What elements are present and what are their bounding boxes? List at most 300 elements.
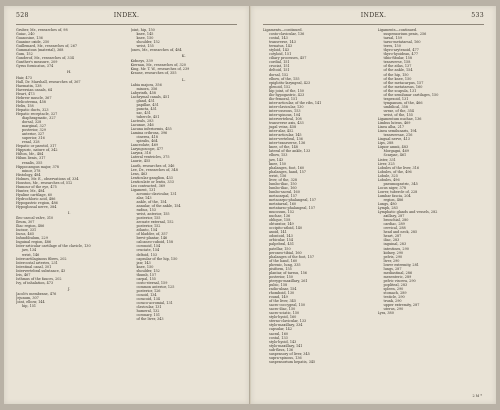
index-entry: Hydrochloric acid, 486 bbox=[16, 196, 56, 201]
section-letter-h: H. bbox=[66, 69, 72, 75]
index-entry: of the liver, 343 bbox=[136, 317, 164, 322]
left-page-header bbox=[16, 12, 237, 22]
index-entry: intervertebral, 108 bbox=[269, 117, 302, 122]
index-entry: lumbo-sacral, 160 bbox=[269, 189, 300, 194]
index-entry: Lyra, 380 bbox=[377, 311, 394, 316]
index-entry: cinerea, 418 bbox=[136, 135, 158, 140]
section-letter-j: J. bbox=[68, 285, 71, 291]
index-entry: Guanine oxide, 250 bbox=[16, 40, 50, 45]
index-entry: anterior, 327 bbox=[22, 132, 45, 137]
index-entry: shoulder, 152 bbox=[136, 40, 160, 45]
index-entry: superior, 316 bbox=[22, 136, 45, 141]
index-entry: tubercle, 451 bbox=[136, 114, 160, 119]
left-header-rule bbox=[16, 24, 237, 25]
index-entry: Helix, 158 bbox=[16, 103, 34, 108]
index-entry: liver, 290 bbox=[383, 258, 400, 263]
index-entry: alar, 143 bbox=[136, 195, 152, 200]
index-entry: Lobules, of the, 496 bbox=[377, 169, 412, 174]
index-entry: Histology, 484 bbox=[16, 172, 41, 177]
index-entry: clavicular, 131 bbox=[136, 305, 162, 310]
catchword: 2 M * bbox=[472, 394, 482, 398]
index-entry: round, 149 bbox=[269, 295, 288, 300]
index-entry: knee, of the, 148 bbox=[269, 145, 298, 150]
index-entry: radius, 153 bbox=[136, 208, 156, 213]
index-entry: coraco-acromial, 131 bbox=[136, 301, 173, 306]
index-entry: Inter-articular cartilage of the clavicle, 130 bbox=[16, 244, 91, 249]
index-entry: Ligaments—continued. bbox=[263, 28, 303, 32]
index-entry: Laurie, 455 bbox=[130, 159, 151, 164]
index-entry: Lamina cribrosa, 396 bbox=[130, 131, 168, 136]
index-entry: papillae, 451 bbox=[136, 102, 159, 107]
index-entry: jaw, 143 bbox=[136, 260, 151, 265]
index-entry: posterior, 152 bbox=[136, 224, 161, 229]
index-entry: atlanto, 154 bbox=[136, 228, 158, 233]
index-entry: Lips, 288 bbox=[377, 141, 394, 146]
index-entry: inter-osseous, 153 bbox=[269, 108, 301, 113]
index-entry: iliac, 283 bbox=[383, 238, 400, 243]
index-entry: jaw, 134 bbox=[22, 248, 37, 253]
index-entry: Hebrew muscle, 367 bbox=[16, 95, 52, 100]
index-entry: region, 486 bbox=[383, 197, 404, 202]
index-entry: of the scapula, 131 bbox=[383, 88, 417, 93]
index-entry: upper extremity, 287 bbox=[383, 303, 420, 308]
book-spread bbox=[4, 6, 496, 404]
index-entry: nuchae, 136 bbox=[269, 214, 291, 219]
index-entry: hip joint, of the, 150 bbox=[269, 88, 304, 93]
left-page-number: 528 bbox=[16, 12, 29, 19]
index-entry: inter-transverse, 136 bbox=[269, 141, 306, 146]
index-entry: costal, 143 bbox=[269, 36, 288, 41]
index-entry: Liver, 325 bbox=[377, 161, 395, 166]
section-letter-i: I. bbox=[67, 210, 71, 216]
index-entry: Gum, 152 bbox=[16, 52, 33, 57]
index-entry: Isthmus of the fauces, 202 bbox=[16, 276, 62, 281]
index-entry: knee, 145 bbox=[136, 32, 154, 37]
index-entry-list bbox=[131, 83, 238, 322]
index-entry: Leo contracted, 369 bbox=[130, 183, 166, 188]
index-entry: uterus, 290 bbox=[383, 307, 404, 312]
index-entry: Liquor amnii, 483 bbox=[377, 145, 409, 150]
index-entry: Lumbar fascia, 204 bbox=[377, 193, 411, 198]
index-entry: Jones, Mr., researches of, 484 bbox=[130, 48, 182, 53]
index-entry: jugal veins, 458 bbox=[269, 125, 297, 130]
index-entry: occipito-atloid, 140 bbox=[269, 226, 303, 231]
index-entry: bronchial, 280 bbox=[383, 218, 409, 223]
index-entry: popliteal, 283 bbox=[383, 282, 408, 287]
index-entry: ilio-femoral, 151 bbox=[269, 96, 298, 101]
index-entry: Intervertebral substance, 43 bbox=[16, 268, 66, 273]
index-entry-list bbox=[263, 28, 370, 364]
index-entry: intestines, 290 bbox=[383, 246, 409, 251]
index-entry: axillary, 287 bbox=[383, 214, 405, 219]
index-entry: posterior, 126 bbox=[136, 288, 161, 293]
index-entry: palpebral, 451 bbox=[269, 242, 294, 247]
index-entry: Haversian canals, 64 bbox=[16, 87, 53, 92]
index-entry: elbow, 153 bbox=[269, 153, 288, 158]
index-entry: knee, 150 bbox=[136, 36, 154, 41]
index-entry: Laryngoscope, 477 bbox=[130, 147, 164, 152]
index-entry: wrist, 156 bbox=[269, 173, 287, 178]
index-entry-list bbox=[16, 216, 123, 285]
index-entry: pelvis, 290 bbox=[383, 254, 403, 259]
index-entry: stylo-hyoid, 143 bbox=[269, 339, 297, 344]
right-column-1 bbox=[263, 28, 370, 394]
index-entry: transverse axis, 433 bbox=[269, 121, 304, 126]
index-entry: conoid, 134 bbox=[136, 293, 157, 297]
index-entry: coracoid, 134 bbox=[136, 297, 160, 302]
index-entry: inter-vertebral, 136 bbox=[269, 137, 303, 142]
index-entry: coronary, 151 bbox=[136, 313, 161, 318]
index-entry: stylo-maxillary, 141 bbox=[269, 343, 303, 348]
index-entry: axoid, 141 bbox=[269, 230, 287, 235]
index-entry: Lens, 463 bbox=[130, 171, 148, 176]
index-entry: Hippuric, nature of, 342 bbox=[16, 148, 58, 153]
index-entry: thyro-arytenoid, 477 bbox=[383, 48, 419, 53]
section-letter-k: K. bbox=[181, 53, 186, 59]
index-entry: thumb, 157 bbox=[136, 272, 157, 277]
index-entry: inter-articular, of the ribs, 141 bbox=[269, 100, 322, 105]
index-entry: humeral, 132 bbox=[136, 309, 160, 314]
index-entry: wrist, 146 bbox=[22, 252, 40, 257]
index-entry: radio-ulnar, 154 bbox=[269, 287, 297, 291]
index-entry: renal, 328 bbox=[22, 140, 40, 145]
index-entry: transverse, 143 bbox=[269, 40, 296, 45]
right-page-number: 533 bbox=[471, 12, 484, 19]
index-entry: Gunderof, Mr., researches of, 334 bbox=[16, 56, 74, 61]
index-entry: Labia majora, 356 bbox=[130, 82, 162, 87]
index-entry: Joint, elbow, 144 bbox=[16, 300, 45, 305]
index-entry: trapezoid, 131 bbox=[383, 96, 409, 101]
index-entry: of the knee, 150 bbox=[383, 76, 412, 81]
index-entry: cardiac, 289 bbox=[383, 222, 405, 227]
index-entry: Hilton, Mr., 484 bbox=[16, 152, 44, 157]
index-entry: sterno-clavicular, 133 bbox=[269, 319, 307, 324]
index-entry: Holmes, Mr. E., observations of, 334 bbox=[16, 176, 79, 181]
index-entry: minora, 356 bbox=[136, 86, 158, 91]
index-entry: dorsal, 152 bbox=[269, 72, 289, 77]
index-entry: Humour of the eye, 475 bbox=[16, 184, 57, 189]
left-index-columns bbox=[16, 28, 237, 394]
index-entry: Lenticulate or lentis, 333 bbox=[130, 179, 174, 184]
index-entry: Intercartilaginous fibres, 202 bbox=[16, 256, 67, 261]
index-entry-list bbox=[378, 28, 485, 315]
index-entry: Lacunae, 346 bbox=[130, 123, 154, 128]
index-entry: sub-flava, 136 bbox=[269, 347, 294, 352]
index-entry: kidney, 290 bbox=[383, 250, 404, 255]
index-entry: Hepatic ducts, 323 bbox=[16, 107, 49, 112]
index-entry: tarsal, 159 bbox=[383, 36, 402, 41]
index-entry: Incisor, 331 bbox=[16, 228, 37, 233]
index-entry: Incus, 465 bbox=[16, 232, 34, 237]
index-entry: Ileo-caecal valve, 310 bbox=[16, 216, 54, 221]
index-entry-list bbox=[131, 28, 238, 52]
index-entry: ciliary processes, 457 bbox=[269, 56, 307, 61]
index-entry-list bbox=[131, 59, 238, 75]
index-entry: of the hand, 160 bbox=[269, 258, 298, 263]
section-letter-l: L. bbox=[181, 76, 186, 82]
index-entry: common anterior, 125 bbox=[136, 284, 175, 289]
right-header-rule bbox=[263, 24, 484, 25]
index-entry: Gunther's measure, 209 bbox=[16, 60, 58, 65]
index-entry: Ileum, 307 bbox=[16, 220, 35, 225]
index-entry: calcaneo-cuboid, 158 bbox=[136, 240, 173, 245]
index-entry: hip, 151 bbox=[22, 304, 37, 309]
index-entry: inguinal, 283 bbox=[383, 242, 407, 247]
index-entry: cotyloid, 151 bbox=[269, 52, 292, 57]
index-entry: phalanges, hand, 157 bbox=[269, 169, 306, 174]
index-entry: Lobule, 325 bbox=[377, 173, 398, 178]
index-entry: patellar, 150 bbox=[269, 246, 291, 251]
index-entry: Lachrymal canals, 451 bbox=[130, 94, 170, 99]
index-entry: Lister, 331 bbox=[377, 157, 396, 162]
index-entry: Ligamentum nuchae, 136 bbox=[377, 117, 422, 122]
index-entry: supra-spinous, 136 bbox=[269, 355, 302, 360]
index-entry: metacarpal, 157 bbox=[269, 193, 298, 198]
index-entry: suspensorium hepatis, 345 bbox=[269, 359, 316, 364]
index-entry: King, Mr. T. W., researches of, 239 bbox=[130, 67, 190, 72]
left-running-title: INDEX. bbox=[113, 12, 140, 19]
index-entry: Jejunum, 307 bbox=[16, 296, 39, 300]
index-entry: ilio-hypogastric, 423 bbox=[269, 92, 305, 97]
index-entry: Hippocampus major, 378 bbox=[16, 164, 59, 169]
left-column-1 bbox=[16, 28, 123, 394]
index-entry: stylo-maxillary, 334 bbox=[269, 323, 303, 328]
index-entry: minor, 378 bbox=[22, 168, 41, 173]
index-entry: Lobules, 496 bbox=[377, 177, 400, 182]
index-entry: glenoid, 152 bbox=[269, 84, 291, 89]
index-entry: Linea alba, 217 bbox=[377, 125, 405, 130]
index-entry: lumbo-iliac, 150 bbox=[269, 181, 297, 186]
index-entry-list bbox=[16, 292, 123, 308]
index-entry: sacral, 160 bbox=[269, 331, 289, 336]
index-entry: Infundibulum, 229 bbox=[16, 236, 48, 241]
index-entry: tarso-metatarsal, 160 bbox=[383, 40, 421, 45]
index-entry: rhomboid, 130 bbox=[269, 291, 295, 296]
index-entry: sac, 451 bbox=[136, 110, 151, 115]
index-entry: wrist, of the, 155 bbox=[383, 112, 413, 117]
index-entry: Hepatic receptacle, 327 bbox=[16, 111, 58, 116]
index-entry: Hypoglossal nerve, 384 bbox=[16, 205, 57, 210]
index-entry: of bladder, of, 357 bbox=[136, 232, 168, 237]
index-entry: Lee, Dr., researches of, 348 bbox=[130, 167, 178, 172]
index-entry: Lobules of the liver, 316 bbox=[377, 165, 420, 170]
index-entry: metacarpo-phalangeal, 157 bbox=[269, 197, 317, 202]
index-entry: pelvic viscera, 290 bbox=[383, 278, 416, 283]
index-entry: Hepatic or parotid, 317 bbox=[16, 144, 57, 149]
index-entry: Inguinal region, 486 bbox=[16, 240, 52, 245]
index-entry: of the ankle, 154 bbox=[383, 68, 413, 73]
index-entry: Lungs, 480 bbox=[377, 202, 397, 207]
index-entry: Labyrinth, 458 bbox=[130, 90, 156, 95]
index-entry: Lingual nerve, 413 bbox=[377, 137, 410, 142]
index-entry: Guanosine, 136 bbox=[16, 36, 43, 41]
index-entry: Guiac, 240 bbox=[16, 32, 35, 37]
index-entry: mucosum, 152 bbox=[269, 210, 295, 215]
index-entry: Jacob's membrane, 476 bbox=[16, 291, 57, 296]
index-entry: Heart, 473 bbox=[16, 91, 35, 96]
index-entry: inter-clavicular, 130 bbox=[269, 104, 304, 109]
index-entry: Lateral ventricles, 375 bbox=[130, 155, 170, 160]
index-entry: of the hip, 150 bbox=[383, 72, 409, 77]
index-entry: coronoid, 154 bbox=[136, 244, 161, 249]
index-entry: of the liver, 345 bbox=[269, 299, 296, 304]
index-entry: pneumogastric, 345 bbox=[383, 181, 418, 186]
index-entry: marginal, 327 bbox=[22, 124, 47, 129]
index-entry: of the metatarsus, 160 bbox=[383, 84, 423, 89]
index-entry: peroneo-tibial, 160 bbox=[269, 250, 302, 255]
index-entry: Larynx, 316 bbox=[130, 151, 152, 156]
index-entry: Lymphatic glands and vessels, 282 bbox=[377, 210, 438, 215]
index-entry: pterygo-maxillary, 261 bbox=[269, 278, 308, 283]
index-entry: inter-articular, 145 bbox=[269, 133, 302, 138]
index-entry: Krause, researches of, 355 bbox=[130, 71, 177, 76]
right-page-header bbox=[263, 12, 484, 22]
index-entry: capsular, 142 bbox=[269, 327, 292, 332]
index-entry: transversae, 216 bbox=[383, 133, 413, 138]
index-entry: inter-spinous, 104 bbox=[269, 112, 301, 117]
index-entry: Haematin, 138 bbox=[16, 83, 42, 88]
index-entry: Lacteals, 283 bbox=[130, 118, 154, 123]
index-entry: testicle, 290 bbox=[383, 295, 405, 300]
index-entry: lateral of the ankle, 133 bbox=[269, 149, 311, 154]
index-entry: posterior, 150 bbox=[269, 274, 293, 279]
index-entry: Iris, 467 bbox=[16, 272, 31, 277]
index-entry: Limbus luteus, 469 bbox=[377, 121, 411, 126]
index-entry: Lenticular ganglion, 433 bbox=[130, 175, 173, 180]
index-entry: acromio-clavicular, 131 bbox=[136, 191, 177, 196]
index-entry: posterior, 329 bbox=[22, 128, 46, 133]
index-entry: mesenteric, 289 bbox=[383, 274, 412, 279]
index-entry: sacro-sciatic, 150 bbox=[269, 311, 300, 316]
index-entry: Lanceolate, 469 bbox=[130, 143, 159, 148]
index-entry: arcuate external, 152 bbox=[136, 220, 174, 225]
index-entry: lumbo-iliac, 160 bbox=[269, 185, 297, 190]
index-entry: carpal, 155 bbox=[136, 276, 156, 281]
index-entry: pubic, 158 bbox=[269, 282, 288, 287]
index-entry: Kidneys, 339 bbox=[130, 59, 153, 64]
index-entry: gland, 451 bbox=[136, 98, 155, 103]
index-entry: of the atlas, 137 bbox=[383, 64, 412, 69]
index-entry: lungs, 287 bbox=[383, 266, 402, 271]
index-entry: wrist, 155 bbox=[136, 44, 154, 49]
index-entry: ternatus, 143 bbox=[269, 44, 293, 49]
index-entry: deltoid, 153 bbox=[136, 252, 158, 257]
index-entry: Joint, hip, 150 bbox=[130, 28, 155, 32]
index-entry: ankle, of the, 154 bbox=[136, 199, 167, 204]
index-entry: lower extremity, 281 bbox=[383, 262, 419, 267]
right-column-2 bbox=[378, 28, 485, 394]
left-page bbox=[4, 6, 250, 404]
index-entry: Guillemard, Mr., researches of, 267 bbox=[16, 44, 78, 49]
index-entry: Ligament, 131 bbox=[130, 187, 156, 192]
index-entry: inter-alar, 452 bbox=[269, 129, 294, 134]
index-entry: Linea semilunaris, 194 bbox=[377, 129, 417, 134]
index-entry: capsular of the hip, 150 bbox=[136, 256, 178, 261]
index-entry: Intercostal arteries, 231 bbox=[16, 260, 58, 265]
index-entry: Lacuna inferiormis, 455 bbox=[130, 127, 172, 132]
index-entry: costo-clavicular, 136 bbox=[269, 32, 305, 37]
index-entry: sacro-coccygeal, 150 bbox=[269, 303, 306, 308]
index-entry: deltoid, 151 bbox=[269, 68, 290, 73]
index-entry: Ivy, of inhalation, 473 bbox=[16, 280, 54, 285]
index-entry: renalis, 355 bbox=[22, 160, 43, 165]
index-entry: Hilum lienis, 317 bbox=[16, 156, 46, 161]
index-entry: stylo-hyoid, 160 bbox=[269, 315, 297, 320]
index-entry: plantar, of tarsus, 156 bbox=[269, 270, 307, 275]
index-entry: Lauth, researches of, 346 bbox=[130, 163, 175, 168]
index-entry: Gummatous (material), 368 bbox=[16, 48, 64, 53]
index-entry: of the metacarpus, 157 bbox=[383, 80, 424, 85]
index-entry: costal, 133 bbox=[269, 335, 288, 340]
index-entry: phalanges, foot, 160 bbox=[269, 165, 305, 170]
right-page bbox=[250, 6, 496, 404]
index-entry: wrist, anterior, 155 bbox=[136, 212, 170, 217]
index-entry: puncta, 451 bbox=[136, 106, 157, 111]
index-entry: phalanges of the foot, 157 bbox=[269, 254, 314, 259]
index-entry: heart, 287 bbox=[383, 234, 402, 239]
index-entry: stomach, 289 bbox=[383, 291, 407, 296]
index-entry: elbow, of the, 155 bbox=[269, 76, 300, 81]
index-entry: odontoid, 143 bbox=[269, 234, 293, 239]
index-entry: suspensory of liver, 345 bbox=[269, 351, 310, 356]
index-entry: styloid, 143 bbox=[269, 48, 290, 53]
left-column-2 bbox=[131, 28, 238, 394]
index-entry: pisiform, 155 bbox=[269, 266, 292, 271]
index-entry: Ligaments—continued. bbox=[377, 28, 418, 32]
index-entry: cruciate, 154 bbox=[136, 248, 160, 253]
index-entry: metatarso-phalangeal, 157 bbox=[269, 206, 316, 211]
index-entry: Locus niger, 378 bbox=[377, 185, 407, 190]
right-index-columns bbox=[263, 28, 484, 394]
index-entry: spleen, 290 bbox=[383, 287, 404, 291]
index-entry: jaw, 143 bbox=[269, 157, 284, 162]
index-entry: head and neck, 285 bbox=[383, 230, 418, 235]
index-entry: cruciat, 151 bbox=[269, 64, 290, 69]
index-entry: epiglotto-laryngeal, 423 bbox=[269, 80, 311, 85]
index-entry: Hair, 473 bbox=[16, 75, 32, 80]
index-entry: knee, 150 bbox=[269, 161, 286, 166]
index-entry: uvrae, of the, 354 bbox=[383, 108, 414, 113]
index-entry: Gruber, Mr., researches of, 98 bbox=[16, 28, 68, 32]
index-entry: Hunter, Mr., 484 bbox=[16, 188, 45, 193]
index-entry: posterior, 155 bbox=[136, 216, 161, 221]
index-entry: Gyrus fornicatus, 374 bbox=[16, 64, 54, 69]
index-entry: costo-sternal, 159 bbox=[136, 280, 168, 285]
index-entry: suspensorium penis, 256 bbox=[383, 32, 427, 37]
index-entry: Kiernan, Mr., researches of, 320 bbox=[130, 63, 186, 68]
index-entry: liver, of the, 328 bbox=[269, 177, 298, 182]
index-entry: orbicular, 154 bbox=[269, 238, 293, 243]
index-entry: phrenic, lung, 335 bbox=[269, 262, 301, 267]
index-entry: Scarpae, 461 bbox=[383, 153, 407, 158]
index-entry: Morgagni, 469 bbox=[383, 149, 409, 154]
index-entry: Helicotrema, 458 bbox=[16, 99, 46, 104]
index-entry: trunk, 290 bbox=[383, 299, 402, 304]
index-entry: obturator, 149 bbox=[269, 222, 294, 227]
index-entry-list bbox=[16, 28, 123, 68]
index-entry: annular, of the ankle, 154 bbox=[136, 203, 181, 208]
index-entry: teres, 150 bbox=[383, 44, 401, 49]
index-entry: cordial, 151 bbox=[269, 60, 290, 65]
index-entry: Intestinal canal, 301 bbox=[16, 264, 52, 269]
index-entry: Houston, Mr., researches of, 512 bbox=[16, 180, 73, 185]
index-entry: dorsal, 328 bbox=[22, 120, 42, 125]
index-entry: cervical, 288 bbox=[383, 226, 406, 231]
index-entry: tympanum, of the, 466 bbox=[383, 100, 423, 105]
index-entry: tibio-fibular, 158 bbox=[383, 56, 412, 61]
index-entry-list bbox=[16, 76, 123, 210]
index-entry: umbilical, 358 bbox=[383, 104, 408, 109]
